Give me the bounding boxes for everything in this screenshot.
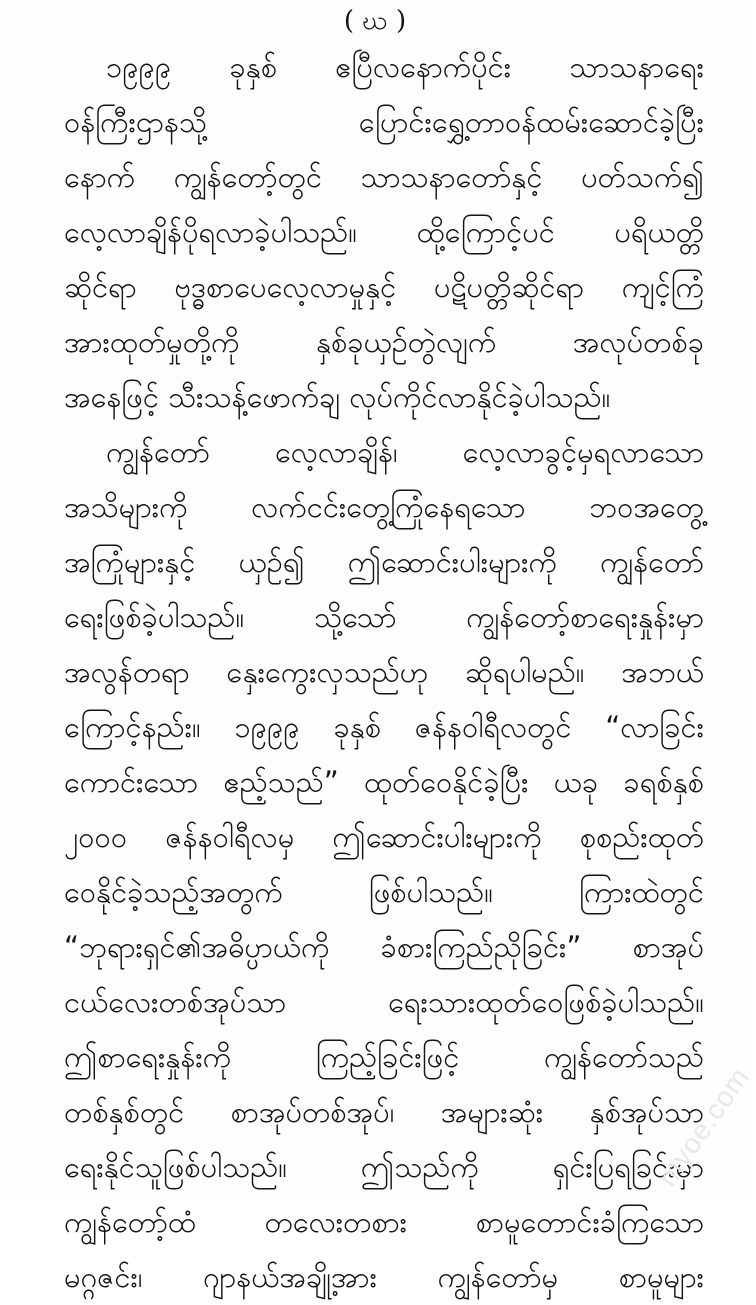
text-line: လေ့လာချိန်ပိုရလာခဲ့ပါသည်။ ထို့ကြောင့်ပင် ပရိယတ္တိ xyxy=(64,215,704,249)
text-line: ၁၉၉၉ ခုနှစ် ဧပြီလနောက်ပိုင်း သာသနာရေး xyxy=(106,50,704,84)
text-line: ဆိုင်ရာ ဗုဒ္ဓစာပေလေ့လာမှုနှင့် ပဋိပတ္တိဆိုင်ရာ ကျင့်ကြံ xyxy=(64,270,704,304)
body-text xyxy=(64,40,704,1305)
text-line: တစ်နှစ်တွင် စာအုပ်တစ်အုပ်၊ အများဆုံး နှစ်အုပ်သာ xyxy=(64,1095,704,1129)
text-line: “ဘုရားရှင်၏အဓိပ္ပာယ်ကို ခံစားကြည်ညိုခြင်း” စာအုပ် xyxy=(64,930,704,964)
text-line: မဂ္ဂဇင်း၊ ဂျာနယ်အချို့အား ကျွန်တော်မှ စာမူများ xyxy=(64,1260,704,1294)
text-line: အလွန်တရာ နှေးကွေးလှသည်ဟု ဆိုရပါမည်။ အဘယ် xyxy=(64,655,704,689)
watermark: myoe.com xyxy=(651,1061,756,1192)
text-line: နောက် ကျွန်တော့်တွင် သာသနာတော်နှင့် ပတ်သက်၍ xyxy=(64,160,704,194)
text-line: အားထုတ်မှုတို့ကို နှစ်ခုယှဉ်တွဲလျက် အလုပ်တစ်ခု xyxy=(64,325,704,359)
text-line: ကျွန်တော့်ထံ တလေးတစား စာမူတောင်းခံကြသော xyxy=(64,1205,704,1239)
text-line: ဤစာရေးနှုန်းကို ကြည့်ခြင်းဖြင့် ကျွန်တော်သည် xyxy=(64,1040,704,1074)
text-line: ဝန်ကြီးဌာနသို့ ပြောင်းရွှေ့တာဝန်ထမ်းဆောင်ခဲ့ပြီး xyxy=(64,105,704,139)
text-line: အကြုံများနှင့် ယှဉ်၍ ဤဆောင်းပါးများကို ကျွန်တော် xyxy=(64,545,704,579)
text-line: ကောင်းသော ဧည့်သည်” ထုတ်ဝေနိုင်ခဲ့ပြီး ယခု ခရစ်နှစ် xyxy=(64,765,704,799)
text-line: ၂၀၀၀ ဇန်နဝါရီလမှ ဤဆောင်းပါးများကို စုစည်းထုတ် xyxy=(64,820,704,854)
text-line: ရေးဖြစ်ခဲ့ပါသည်။ သို့သော် ကျွန်တော့်စာရေးနှုန်းမှာ xyxy=(64,600,704,634)
text-line: အသိများကို လက်ငင်းတွေ့ကြုံနေရသော ဘဝအတွေ့ xyxy=(64,490,704,524)
text-line: အနေဖြင့် သီးသန့်ဖောက်ချ လုပ်ကိုင်လာနိုင်ခဲ့ပါသည်။ xyxy=(64,380,611,414)
text-line: ဝေနိုင်ခဲ့သည့်အတွက် ဖြစ်ပါသည်။ ကြားထဲတွင် xyxy=(64,875,704,909)
text-line: ငယ်လေးတစ်အုပ်သာ ရေးသားထုတ်ဝေဖြစ်ခဲ့ပါသည်။ xyxy=(64,985,704,1019)
text-line: ရေးနိုင်သူဖြစ်ပါသည်။ ဤသည်ကို ရှင်းပြရခြင်းမှာ xyxy=(64,1150,704,1184)
text-line: ကြောင့်နည်း။ ၁၉၉၉ ခုနှစ် ဇန်နဝါရီလတွင် “လာခြင်း xyxy=(64,710,704,744)
text-line: ကျွန်တော် လေ့လာချိန်၊ လေ့လာခွင့်မှရလာသော xyxy=(106,435,704,469)
page-label: ( ဃ ) xyxy=(343,6,407,36)
